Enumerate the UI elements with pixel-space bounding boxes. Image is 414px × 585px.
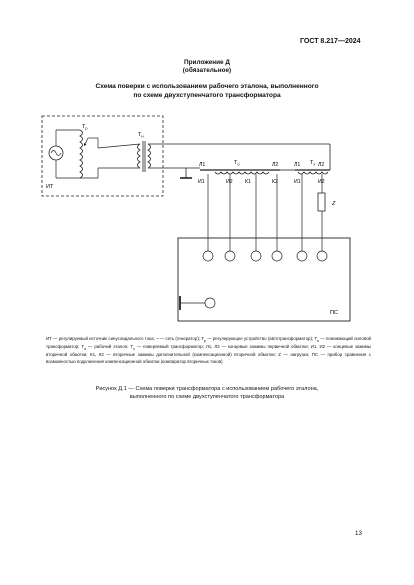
appendix-title: Приложение Д	[184, 59, 230, 66]
tn-secondary-coil	[148, 144, 151, 168]
label-it: ИТ	[46, 184, 54, 190]
label-l1: Л1	[199, 162, 206, 168]
label-k2: К2	[272, 179, 278, 185]
standard-number: ГОСТ 8.217—2024	[300, 38, 361, 45]
label-l1x: Л1	[294, 162, 301, 168]
scheme-title-line1: Схема поверки с использованием рабочего эталона, выполненного	[95, 83, 319, 90]
tx-secondary-coil	[298, 172, 328, 174]
appendix-heading	[0, 59, 414, 75]
label-ps: ПС	[330, 310, 338, 316]
label-i2x: И2	[318, 179, 325, 185]
label-z: Z	[332, 201, 336, 207]
to-secondary-coil	[215, 172, 269, 174]
label-i1: И1	[198, 179, 205, 185]
label-tx: $Т_х$	[310, 160, 316, 167]
circuit-diagram	[0, 108, 414, 328]
sine-icon	[51, 151, 61, 156]
comparator-box	[178, 238, 350, 321]
label-l2x: Л2	[318, 162, 325, 168]
legend-text: ИТ — регулируемый источник синусоидального тока; ~ — сеть (генератор); $Т_р$ — регулирующее устройство (автотрансформатор); $Т_н$ — понижающий силовой трансформатор; $Т_о$ — рабочий эталон; $Т_х$ — поверяемый трансформатор; Л1, Л2 — концевые зажимы первичной обмотки; И1, И2 — концевые зажимы вторичной обмотки; К1, К2 — вторичные зажимы дополнительной (компенсационной) вторичной обмотки; Z — нагрузка; ПС — прибор сравнения с возможностью подключения компенсационной обмотки (компаратор вторичных токов)	[46, 336, 372, 364]
appendix-status: (обязательное)	[182, 67, 232, 74]
caption-line1: Рисунок Д.1 — Схема поверки трансформатора с использованием рабочего эталона,	[95, 386, 319, 392]
label-i1x: И1	[294, 179, 301, 185]
label-tn: $Т_н$	[138, 132, 144, 139]
ground-terminal	[205, 298, 215, 308]
label-i2: И2	[226, 179, 233, 185]
load-z	[318, 193, 325, 211]
caption-line2: выполненного по схеме двухступенчатого трансформатора	[129, 394, 285, 400]
label-tr: $Т_р$	[82, 124, 88, 131]
figure-caption	[0, 385, 414, 401]
label-l2: Л2	[272, 162, 279, 168]
autotransformer-coil	[80, 130, 83, 178]
label-k1: К1	[245, 179, 251, 185]
page-number: 13	[355, 530, 362, 537]
scheme-title-line2: по схеме двухступенчатого трансформатора	[133, 92, 281, 99]
label-to: $Т_о$	[234, 160, 240, 167]
scheme-title	[0, 82, 414, 100]
tn-primary-coil	[138, 144, 141, 168]
